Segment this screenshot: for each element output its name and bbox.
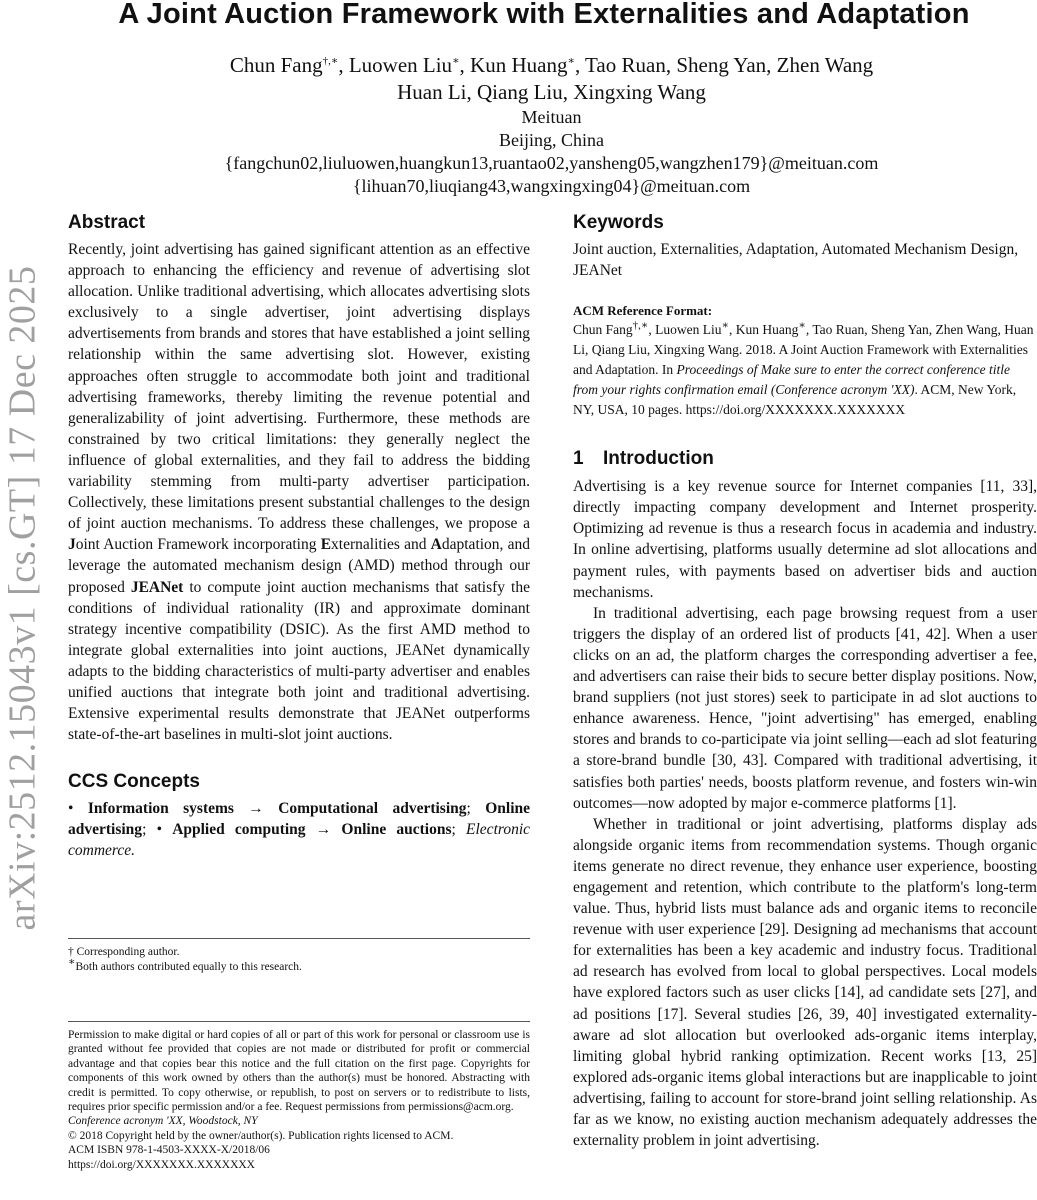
bullet: • bbox=[68, 800, 88, 818]
ccs-term: Online auctions bbox=[341, 821, 452, 839]
separator: , bbox=[459, 53, 471, 77]
affiliation: Meituan bbox=[521, 107, 582, 127]
footnotes bbox=[68, 938, 530, 975]
authors-line-1 bbox=[44, 52, 1037, 79]
arxiv-watermark bbox=[0, 258, 44, 938]
emails-line-1: {fangchun02,liuluowen,huangkun13,ruantao02,yansheng05,wangzhen179}@meituan.com bbox=[224, 153, 879, 173]
abstract-part: oint Auction Framework incorporating bbox=[75, 536, 321, 554]
keywords-text: Joint auction, Externalities, Adaptation, Automated Mechanism Design, JEANet bbox=[573, 241, 1019, 280]
ccs-heading: CCS Concepts bbox=[68, 771, 200, 793]
ccs-concepts bbox=[68, 798, 530, 861]
separator: ; bbox=[142, 821, 157, 839]
footnote-equal-text: Both authors contributed equally to this research. bbox=[75, 961, 302, 973]
left-column bbox=[68, 210, 530, 862]
abstract-part: daptation, and leverage the automated mechanism design (AMD) method through our proposed bbox=[68, 536, 531, 596]
abstract-part-1: Recently, joint advertising has gained significant attention as an effective approach to enhancing the efficiency and revenue of advertising slot allocation. Unlike traditional advertising, which allocates advertising slots exclusively to a single advertiser, joint advertising displays advertisements from brands and stores that have established a joint selling relationship within the same advertising slot. However, existing approaches often struggle to accommodate both joint and traditional advertising frameworks, thereby limiting the revenue potential and generalizability of joint advertising. Furthermore, these methods are constrained by two critical limitations: they generally neglect the influence of global externalities, and they fail to address the bidding variability stemming from multi-party advertiser participation. Collectively, these limitations present substantial challenges to the design of joint auction mechanisms. To address these challenges, we propose a bbox=[68, 241, 530, 533]
ccs-term: Electronic commerce. bbox=[68, 821, 531, 860]
author-marks: ∗ bbox=[452, 55, 460, 67]
arrow: → bbox=[233, 800, 279, 818]
ref-venue: Proceedings of Make sure to enter the correct conference title from your rights confirmation email (Conference acronym 'XX) bbox=[573, 362, 1010, 398]
abstract-text bbox=[68, 239, 530, 745]
author-names-rest: , Tao Ruan, Sheng Yan, Zhen Wang bbox=[574, 53, 874, 77]
ccs-term: Computational advertising bbox=[278, 800, 467, 818]
permission-block bbox=[68, 1021, 530, 1172]
author-marks: ∗ bbox=[567, 55, 575, 67]
separator: ; bbox=[466, 800, 486, 818]
arrow: → bbox=[305, 821, 342, 839]
author-name: Kun Huang bbox=[470, 53, 568, 77]
footnote-divider bbox=[68, 938, 530, 939]
keywords-heading: Keywords bbox=[573, 212, 664, 233]
emails-line-2: {lihuan70,liuqiang43,wangxingxing04}@meituan.com bbox=[352, 176, 751, 196]
acm-ref-label: ACM Reference Format: bbox=[573, 303, 713, 319]
author-name: Luowen Liu bbox=[348, 53, 453, 77]
ref-text: , Tao Ruan, Sheng Yan, Zhen Wang, Huan Li, Qiang Liu, Xingxing Wang. 2018. A Joint Auction Framework with Externalities and Adaptation. In bbox=[573, 322, 1034, 378]
arxiv-id: arXiv:2512.15043v1 [cs.GT] 17 Dec 2025 bbox=[1, 265, 43, 931]
permission-divider bbox=[68, 1021, 530, 1022]
separator: , bbox=[728, 322, 736, 338]
acronym-letter: J bbox=[68, 536, 76, 554]
intro-paragraph-2: In traditional advertising, each page browsing request from a user triggers the display of an ordered list of products [41, 42]. When a user clicks on an ad, the platform charges the corresponding advertiser a fee, and advertisers can raise their bids to secure better display positions. Now, brand suppliers (not just stores) seek to participate in ad slot auctions to enhance awareness. Hence, "joint advertising" has emerged, enabling stores and brands to co-participate via joint selling—each ad slot featuring a store-brand bundle [30, 43]. Compared with traditional advertising, it satisfies both parties' needs, boosts platform revenue, and fosters win-win outcomes—now adopted by major e-commerce platforms [1]. bbox=[573, 604, 1037, 812]
acm-reference bbox=[573, 320, 1037, 420]
abstract-heading: Abstract bbox=[68, 212, 146, 233]
ref-author: Chun Fang bbox=[573, 322, 633, 338]
author-marks: †,∗ bbox=[632, 319, 649, 332]
section-title: Introduction bbox=[603, 448, 714, 470]
right-column bbox=[573, 210, 1037, 1151]
separator: ; bbox=[451, 821, 456, 839]
ref-author: Luowen Liu bbox=[655, 322, 722, 338]
intro-heading bbox=[573, 446, 1037, 472]
paper-title: A Joint Auction Framework with Externalities and Adaptation bbox=[118, 0, 970, 30]
author-block bbox=[44, 52, 1037, 198]
jeanet-name: JEANet bbox=[130, 578, 184, 596]
author-marks: †,∗ bbox=[322, 55, 339, 67]
ccs-term: Information systems bbox=[87, 800, 234, 818]
author-name: Chun Fang bbox=[229, 53, 323, 77]
doi-line: https://doi.org/XXXXXXX.XXXXXXX bbox=[68, 1158, 255, 1171]
authors-line-2: Huan Li, Qiang Liu, Xingxing Wang bbox=[397, 80, 706, 104]
copyright-line: © 2018 Copyright held by the owner/author(s). Publication rights licensed to ACM. bbox=[68, 1129, 454, 1142]
ref-author: Kun Huang bbox=[735, 322, 799, 338]
author-marks: ∗ bbox=[721, 319, 729, 332]
conference-line: Conference acronym 'XX, Woodstock, NY bbox=[68, 1115, 258, 1128]
footnote-equal bbox=[68, 956, 530, 975]
intro-paragraph-3: Whether in traditional or joint advertising, platforms display ads alongside organic items from recommendation systems. Though organic items generate no direct revenue, they enhance user experience, boosting engagement and retention, which contribute to the platform's long-term value. Thus, hybrid lists must balance ads and organic items to reconcile revenue with user experience [29]. Designing ad mechanisms that account for externalities has been a key academic and industry focus. Traditional ad research has evolved from local to global perspectives. Local models have explored factors such as user clicks [14], ad candidate sets [27], and ad positions [17]. Several studies [26, 39, 40] investigated externality-aware ad slot allocation but overlooked ads-organic items interplay, limiting global hybrid ranking optimization. Recent works [13, 25] explored ads-organic items global interactions but are inapplicable to joint advertising, failing to account for store-brand joint selling relationship. As far as we know, no existing auction mechanism adequately addresses the externality problem in joint advertising. bbox=[573, 815, 1037, 1150]
bullet: • bbox=[156, 821, 173, 839]
footnote-mark: ∗ bbox=[68, 956, 76, 969]
acronym-letter: A bbox=[430, 536, 442, 554]
acronym-letter: E bbox=[320, 536, 332, 554]
ccs-term: Online advertising bbox=[68, 800, 531, 839]
footnote-corresponding: † Corresponding author. bbox=[68, 946, 180, 958]
permission-text: Permission to make digital or hard copies of all or part of this work for personal or classroom use is granted without fee provided that copies are not made or distributed for profit or commercial advantage and that copies bear this notice and the full citation on the first page. Copyrights for components of this work owned by others than the author(s) must be honored. Abstracting with credit is permitted. To copy otherwise, or republish, to post on servers or to redistribute to lists, requires prior specific permission and/or a fee. Request permissions from permissions@acm.org. bbox=[68, 1029, 530, 1114]
separator: , bbox=[648, 322, 656, 338]
separator: , bbox=[338, 53, 349, 77]
ccs-term: Applied computing bbox=[172, 821, 306, 839]
abstract-part-2: to compute joint auction mechanisms that satisfy the conditions of individual rationality (IR) and approximate dominant strategy incentive compatibility (DSIC). As the first AMD method to integrate global externalities into joint auctions, JEANet dynamically adapts to the bidding characteristics of multi-party advertiser and enables unified auctions that integrate both joint and traditional advertising. Extensive experimental results demonstrate that JEANet outperforms state-of-the-art baselines in multi-slot joint auctions. bbox=[68, 578, 530, 744]
intro-paragraph-1: Advertising is a key revenue source for Internet companies [11, 33], directly impacting company development and Internet prosperity. Optimizing ad revenue is thus a research focus in academia and industry. In online advertising, platforms usually determine ad slot allocations and payment rules, with payments based on advertiser bids and auction mechanisms. bbox=[573, 478, 1037, 601]
section-number: 1 bbox=[573, 448, 584, 470]
ref-tail: . ACM, New York, NY, USA, 10 pages. https://doi.org/XXXXXXX.XXXXXXX bbox=[573, 382, 1017, 418]
location: Beijing, China bbox=[499, 130, 604, 150]
isbn-line: ACM ISBN 978-1-4503-XXXX-X/2018/06 bbox=[68, 1144, 270, 1157]
abstract-part: xternalities and bbox=[331, 536, 431, 554]
author-marks: ∗ bbox=[798, 319, 806, 332]
